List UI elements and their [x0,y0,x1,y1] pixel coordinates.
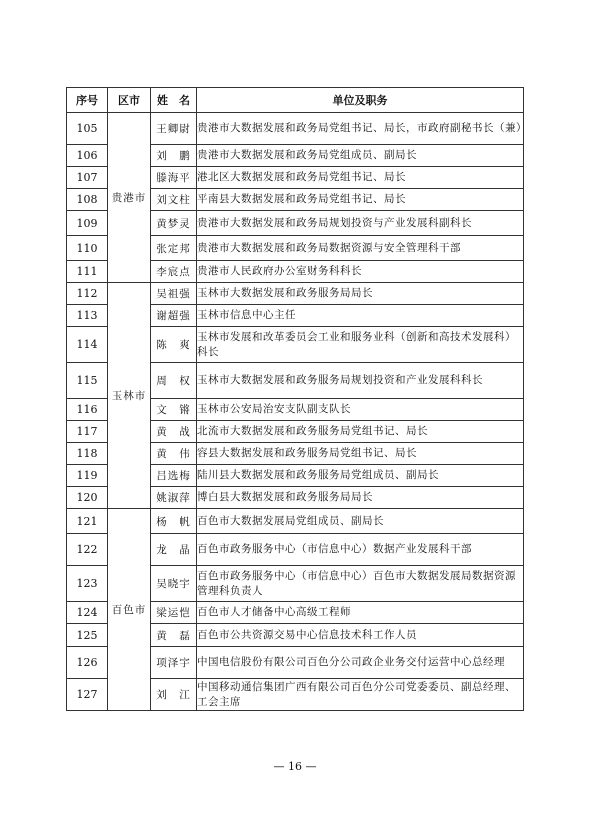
row-position: 玉林市公安局治安支队副支队长 [197,399,524,421]
row-name: 吕选梅 [151,465,197,487]
row-seq: 109 [67,211,108,236]
row-seq: 122 [67,534,108,566]
row-name: 周 权 [151,363,197,399]
row-seq: 115 [67,363,108,399]
row-position: 玉林市信息中心主任 [197,305,524,327]
row-position: 贵港市大数据发展和政务局党组成员、副局长 [197,145,524,167]
row-seq: 113 [67,305,108,327]
row-position: 百色市公共资源交易中心信息技术科工作人员 [197,624,524,647]
city-cell: 百色市 [108,509,151,711]
row-position: 中国电信股份有限公司百色分公司政企业务交付运营中心总经理 [197,647,524,679]
row-seq: 112 [67,283,108,305]
page-number: — 16 — [273,760,317,773]
row-position: 贵港市大数据发展和政务局数据资源与安全管理科干部 [197,236,524,261]
row-position: 贵港市大数据发展和政务局规划投资与产业发展科副科长 [197,211,524,236]
row-seq: 105 [67,113,108,145]
row-position: 百色市政务服务中心（市信息中心）数据产业发展科干部 [197,534,524,566]
row-position: 玉林市发展和改革委员会工业和服务业科（创新和高技术发展科）科长 [197,327,524,363]
row-seq: 121 [67,509,108,534]
row-position: 贵港市人民政府办公室财务科科长 [197,261,524,283]
table-body [67,113,527,711]
row-name: 陈 爽 [151,327,197,363]
row-name: 张定邦 [151,236,197,261]
row-position: 北流市大数据发展和政务服务局党组书记、局长 [197,421,524,443]
row-name: 文 锵 [151,399,197,421]
row-seq: 110 [67,236,108,261]
row-name: 李宸点 [151,261,197,283]
row-position: 港北区大数据发展和政务局党组书记、局长 [197,167,524,189]
row-position: 陆川县大数据发展和政务服务局党组成员、副局长 [197,465,524,487]
row-seq: 116 [67,399,108,421]
row-name: 吴晓宇 [151,566,197,602]
row-position: 百色市大数据发展局党组成员、副局长 [197,509,524,534]
row-seq: 111 [67,261,108,283]
row-position: 百色市人才储备中心高级工程师 [197,602,524,624]
row-name: 吴祖强 [151,283,197,305]
row-seq: 119 [67,465,108,487]
row-name: 项泽宇 [151,647,197,679]
row-name: 姚淑萍 [151,487,197,509]
row-seq: 108 [67,189,108,211]
row-name: 刘 江 [151,679,197,711]
row-seq: 114 [67,327,108,363]
row-name: 黄梦灵 [151,211,197,236]
row-name: 杨 帆 [151,509,197,534]
row-position: 玉林市大数据发展和政务服务局局长 [197,283,524,305]
row-name: 黄 伟 [151,443,197,465]
row-name: 黄 磊 [151,624,197,647]
row-position: 百色市政务服务中心（市信息中心）百色市大数据发展局数据资源管理科负责人 [197,566,524,602]
row-name: 龙 晶 [151,534,197,566]
row-seq: 107 [67,167,108,189]
header-seq: 序号 [67,88,108,113]
row-name: 黄 战 [151,421,197,443]
row-name: 刘文柱 [151,189,197,211]
table-row [67,283,524,305]
row-seq: 120 [67,487,108,509]
row-seq: 127 [67,679,108,711]
row-position: 玉林市大数据发展和政务服务局规划投资和产业发展科科长 [197,363,524,399]
row-seq: 125 [67,624,108,647]
personnel-table [66,87,527,711]
row-seq: 124 [67,602,108,624]
row-name: 梁运恺 [151,602,197,624]
row-name: 滕海平 [151,167,197,189]
row-name: 刘 鹏 [151,145,197,167]
header-name: 姓 名 [151,88,197,113]
row-position: 中国移动通信集团广西有限公司百色分公司党委委员、副总经理、工会主席 [197,679,524,711]
row-name: 王卿尉 [151,113,197,145]
row-seq: 106 [67,145,108,167]
row-position: 博白县大数据发展和政务服务局局长 [197,487,524,509]
row-seq: 118 [67,443,108,465]
table-row [67,113,524,145]
row-position: 平南县大数据发展和政务局党组书记、局长 [197,189,524,211]
city-cell: 玉林市 [108,283,151,509]
table-header-row [67,88,524,113]
row-position: 贵港市大数据发展和政务局党组书记、局长，市政府副秘书长（兼） [197,113,524,145]
row-seq: 117 [67,421,108,443]
row-position: 容县大数据发展和政务服务局党组书记、局长 [197,443,524,465]
table-row [67,509,524,534]
city-cell: 贵港市 [108,113,151,283]
row-seq: 123 [67,566,108,602]
row-name: 谢超强 [151,305,197,327]
header-position: 单位及职务 [197,88,524,113]
row-seq: 126 [67,647,108,679]
header-city: 区市 [108,88,151,113]
